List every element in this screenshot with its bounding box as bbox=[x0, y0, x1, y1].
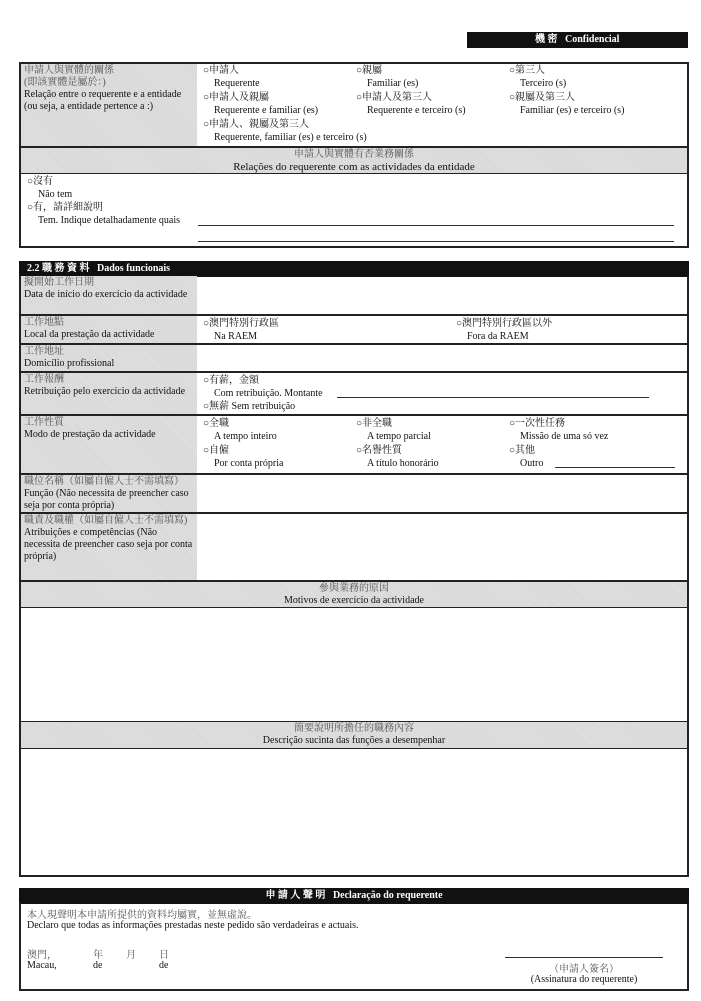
declaration-box bbox=[19, 903, 689, 991]
section22-mode-options-2-zh: ○一次性任務 bbox=[509, 418, 566, 429]
mode-option[interactable] bbox=[509, 444, 543, 470]
declaration-text-zh: 本人現聲明本申請所提供的資料均屬實，並無虛說。 bbox=[27, 910, 257, 921]
function-label bbox=[21, 475, 197, 512]
mode-option[interactable] bbox=[509, 417, 608, 443]
domicile-row[interactable] bbox=[21, 345, 687, 373]
section22-start-zh: 擬開始工作日期 bbox=[24, 277, 94, 288]
section22-local-opt2-zh: ○澳門特別行政區以外 bbox=[456, 318, 553, 329]
relation-option[interactable] bbox=[203, 91, 318, 117]
relation-options-6-pt: Requerente, familiar (es) e terceiro (s) bbox=[214, 132, 367, 143]
section22-pay-pt: Retribuição pelo exercício da actividade bbox=[24, 386, 186, 397]
section22-mode-options-2-pt: Missão de uma só vez bbox=[520, 431, 609, 442]
domicile-label bbox=[21, 345, 197, 371]
mode-row bbox=[21, 416, 687, 475]
relation-option[interactable] bbox=[203, 64, 260, 90]
section22-start-pt: Data de início do exercício da actividade bbox=[24, 289, 188, 300]
declaration-title-zh: 申 請 人 聲 明 bbox=[265, 890, 326, 901]
day-zh: 日 bbox=[159, 950, 169, 961]
relation-label-zh: 申請人與實體的關係 bbox=[24, 65, 114, 76]
macau-pt: Macau, bbox=[27, 960, 57, 971]
section22-pay-zh: 工作報酬 bbox=[24, 374, 64, 385]
section22-mode-options-1-pt: A tempo parcial bbox=[367, 431, 431, 442]
section22-function-zh: 職位名稱（如屬自僱人士不需填寫） bbox=[24, 476, 184, 487]
mode-option[interactable] bbox=[356, 417, 431, 443]
section22-domicile-zh: 工作地址 bbox=[24, 346, 64, 357]
activities-title-pt: Relações do requerente com as actividades da entidade bbox=[233, 161, 475, 173]
section22-mode-options-4-zh: ○名譽性質 bbox=[356, 445, 403, 456]
function-row[interactable] bbox=[21, 475, 687, 514]
duties-row[interactable] bbox=[21, 514, 687, 582]
local-row bbox=[21, 316, 687, 345]
relation-options-3-zh: ○申請人及親屬 bbox=[203, 92, 270, 103]
activities-no-zh: ○沒有 bbox=[27, 176, 54, 187]
section22-local-pt: Local da prestação da actividade bbox=[24, 329, 155, 340]
relation-options-4-zh: ○申請人及第三人 bbox=[356, 92, 433, 103]
activities-yes-option[interactable] bbox=[27, 201, 180, 227]
relation-options-3-pt: Requerente e familiar (es) bbox=[214, 105, 319, 116]
section22-duties-pt: Atribuições e competências (Não necessita de preencher caso seja por conta própria) bbox=[24, 527, 193, 562]
mode-label bbox=[21, 416, 197, 473]
section22-mode-options-5-zh: ○其他 bbox=[509, 445, 536, 456]
relation-options-0-pt: Requerente bbox=[214, 78, 260, 89]
relation-options-0-zh: ○申請人 bbox=[203, 65, 240, 76]
activities-no-pt: Não tem bbox=[38, 189, 73, 200]
activities-no-option[interactable] bbox=[27, 175, 72, 201]
section22-local-opt1-pt: Na RAEM bbox=[214, 331, 258, 342]
month-zh: 月 bbox=[126, 950, 136, 961]
local-raem-option[interactable] bbox=[203, 317, 279, 343]
details-line[interactable] bbox=[198, 225, 674, 226]
section22-zh: 職 務 資 料 bbox=[42, 263, 90, 274]
relationship-box bbox=[19, 62, 689, 248]
relation-options-2-pt: Terceiro (s) bbox=[520, 78, 567, 89]
local-label bbox=[21, 316, 197, 343]
section22-mode-options-0-zh: ○全職 bbox=[203, 418, 230, 429]
section22-mode-options-3-pt: Por conta própria bbox=[214, 458, 284, 469]
relation-options-6-zh: ○申請人、親屬及第三人 bbox=[203, 119, 310, 130]
declaration-title-pt: Declaração do requerente bbox=[332, 890, 443, 901]
relation-label bbox=[21, 64, 197, 146]
functional-data-box bbox=[19, 276, 689, 877]
motives-field[interactable] bbox=[21, 608, 687, 722]
activities-header bbox=[21, 146, 687, 174]
activities-title-zh: 申請人與實體有否業務關係 bbox=[294, 149, 414, 160]
activities-yes-pt: Tem. Indique detalhadamente quais bbox=[38, 215, 181, 226]
section22-description-zh: 簡要說明所擔任的職務內容 bbox=[294, 723, 414, 734]
pay-row bbox=[21, 373, 687, 416]
relation-options-1-zh: ○親屬 bbox=[356, 65, 383, 76]
activities-yes-zh: ○有，請詳細說明 bbox=[27, 202, 104, 213]
confidential-pt: Confidencial bbox=[565, 34, 620, 45]
local-outside-option[interactable] bbox=[456, 317, 552, 343]
relation-options-5-pt: Familiar (es) e terceiro (s) bbox=[520, 105, 625, 116]
relation-option[interactable] bbox=[203, 118, 367, 144]
section-2-2-header bbox=[19, 261, 689, 277]
start-date-label bbox=[21, 276, 197, 314]
mode-option[interactable] bbox=[356, 444, 439, 470]
section22-pt: Dados funcionais bbox=[97, 263, 171, 274]
relation-options-5-zh: ○親屬及第三人 bbox=[509, 92, 576, 103]
section22-number: 2.2 bbox=[27, 263, 40, 274]
mode-option[interactable] bbox=[203, 417, 277, 443]
macau-zh: 澳門， bbox=[27, 950, 57, 961]
section22-mode-options-4-pt: A título honorário bbox=[367, 458, 439, 469]
section22-domicile-pt: Domicílio profissional bbox=[24, 358, 115, 369]
section22-pay-opt1-pt: Com retribuição. Montante bbox=[214, 388, 323, 399]
declaration-header bbox=[19, 888, 689, 904]
other-line[interactable] bbox=[555, 467, 675, 468]
signature-line[interactable] bbox=[505, 957, 663, 958]
de-2: de bbox=[159, 960, 169, 971]
relation-options-2-zh: ○第三人 bbox=[509, 65, 546, 76]
relation-option[interactable] bbox=[356, 64, 418, 90]
declaration-text-pt: Declaro que todas as informações prestadas neste pedido são verdadeiras e actuais. bbox=[27, 920, 359, 931]
section22-motives-zh: 參與業務的原因 bbox=[319, 583, 389, 594]
section22-mode-options-3-zh: ○自僱 bbox=[203, 445, 230, 456]
signature-label-zh: （申請人簽名） bbox=[549, 964, 619, 975]
section22-local-opt1-zh: ○澳門特別行政區 bbox=[203, 318, 280, 329]
pay-without-option[interactable]: ○無薪 Sem retribuição bbox=[203, 401, 296, 412]
pay-with-option[interactable] bbox=[203, 374, 323, 400]
relation-label-zh2: (即該實體是屬於：) bbox=[24, 77, 106, 88]
relation-option[interactable] bbox=[509, 91, 624, 117]
description-header bbox=[21, 722, 687, 749]
confidential-badge bbox=[467, 32, 688, 48]
description-field[interactable] bbox=[21, 749, 687, 873]
relation-options-4-pt: Requerente e terceiro (s) bbox=[367, 105, 466, 116]
section22-description-pt: Descrição sucinta das funções a desempenhar bbox=[262, 735, 446, 746]
confidential-zh: 機 密 bbox=[535, 34, 558, 45]
start-date-row[interactable] bbox=[21, 276, 687, 316]
amount-line[interactable] bbox=[337, 397, 649, 398]
mode-option[interactable] bbox=[203, 444, 283, 470]
relation-label-pt: Relação entre o requerente e a entidade (ou seja, a entidade pertence a :) bbox=[24, 89, 182, 112]
details-line[interactable] bbox=[198, 241, 674, 242]
section22-function-pt: Função (Não necessita de preencher caso seja por conta própria) bbox=[24, 488, 189, 511]
relation-option[interactable] bbox=[509, 64, 566, 90]
section22-pay-opt1-zh: ○有薪，金額 bbox=[203, 375, 260, 386]
signature-label-pt: (Assinatura do requerente) bbox=[530, 974, 638, 985]
relation-options-1-pt: Familiar (es) bbox=[367, 78, 419, 89]
section22-mode-options-5-pt: Outro bbox=[520, 458, 544, 469]
section22-duties-zh: 職責及職權（如屬自僱人士不需填寫) bbox=[24, 515, 188, 526]
motives-header bbox=[21, 582, 687, 608]
section22-local-zh: 工作地點 bbox=[24, 317, 64, 328]
section22-local-opt2-pt: Fora da RAEM bbox=[467, 331, 529, 342]
section22-mode-options-1-zh: ○非全職 bbox=[356, 418, 393, 429]
year-zh: 年 bbox=[93, 950, 103, 961]
section22-mode-options-0-pt: A tempo inteiro bbox=[214, 431, 277, 442]
de-1: de bbox=[93, 960, 103, 971]
section22-mode-pt: Modo de prestação da actividade bbox=[24, 429, 156, 440]
duties-label bbox=[21, 514, 197, 580]
pay-label bbox=[21, 373, 197, 414]
section22-motives-pt: Motivos de exercício da actividade bbox=[284, 595, 424, 606]
relation-option[interactable] bbox=[356, 91, 466, 117]
section22-mode-zh: 工作性質 bbox=[24, 417, 64, 428]
